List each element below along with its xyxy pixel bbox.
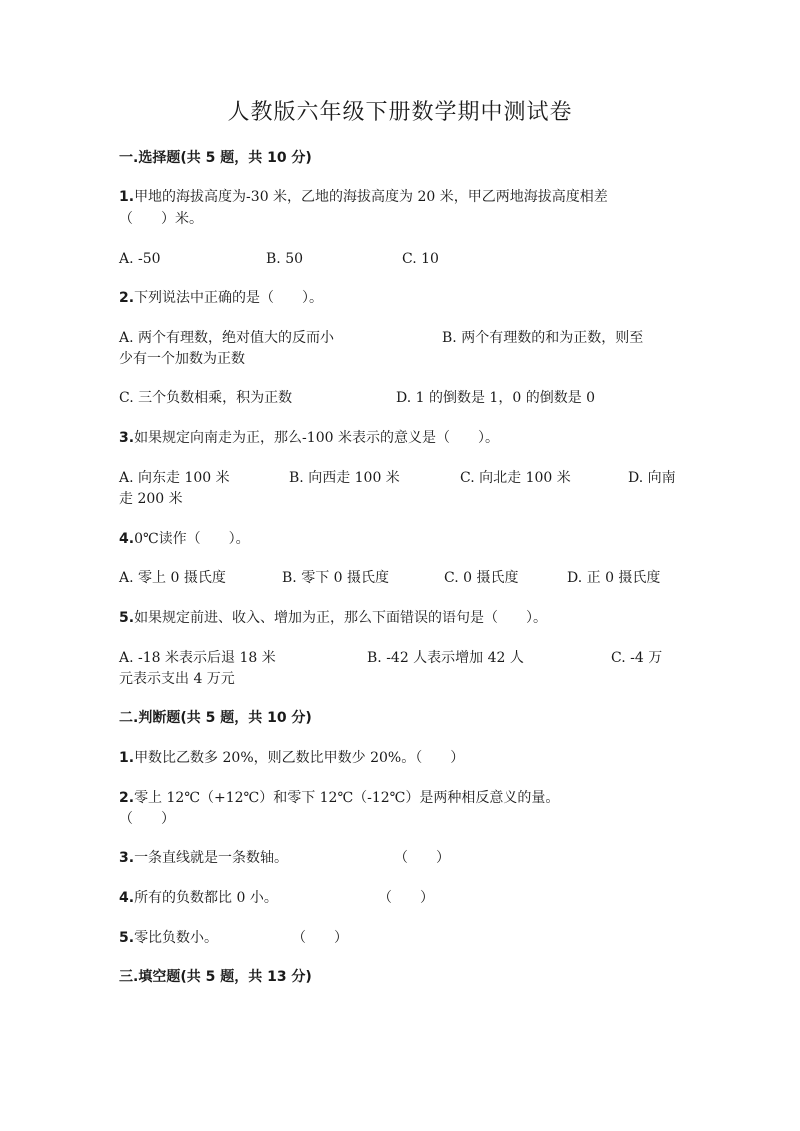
option-a: A. 向东走 100 米: [119, 470, 230, 486]
question-text: 零比负数小。: [134, 930, 219, 946]
question-text: 一条直线就是一条数轴。: [134, 850, 289, 866]
option-c: C. -4 万: [611, 650, 663, 666]
question-2: [119, 287, 323, 309]
question-text: 下列说法中正确的是（ ）。: [134, 290, 324, 306]
question-text: 如果规定前进、收入、增加为正，那么下面错误的语句是（ ）。: [134, 610, 548, 626]
option-d: D. 1 的倒数是 1，0 的倒数是 0: [396, 390, 596, 406]
question-number: 4.: [119, 531, 135, 547]
question-1: [119, 747, 464, 769]
section-heading-fill: 三.填空题(共 5 题，共 13 分): [119, 969, 312, 985]
question-2-blank: （ ）: [119, 811, 175, 827]
option-c-cont: 元表示支出 4 万元: [119, 671, 235, 687]
question-4: [119, 528, 250, 550]
question-3: [119, 427, 499, 449]
option-a: A. 两个有理数，绝对值大的反而小: [119, 330, 335, 346]
question-1: [119, 186, 608, 208]
option-b: B. 两个有理数的和为正数，则至: [442, 330, 644, 346]
question-number: 2.: [119, 290, 135, 306]
answer-blank: （ ）: [378, 890, 434, 906]
section-heading-judge: 二.判断题(共 5 题，共 10 分): [119, 710, 312, 726]
question-number: 4.: [119, 890, 135, 906]
question-number: 5.: [119, 610, 135, 626]
question-3: [119, 847, 288, 869]
question-text: 甲数比乙数多 20%，则乙数比甲数少 20%。（ ）: [134, 750, 465, 766]
option-d: D. 正 0 摄氏度: [567, 570, 661, 586]
question-text: 所有的负数都比 0 小。: [134, 890, 278, 906]
option-c: C. 向北走 100 米: [460, 470, 571, 486]
question-number: 2.: [119, 790, 135, 806]
question-number: 1.: [119, 189, 135, 205]
page-title: 人教版六年级下册数学期中测试卷: [227, 100, 573, 125]
option-b: B. 向西走 100 米: [289, 470, 400, 486]
question-number: 3.: [119, 430, 135, 446]
question-number: 3.: [119, 850, 135, 866]
option-b: B. -42 人表示增加 42 人: [367, 650, 524, 666]
question-text: 甲地的海拔高度为-30 米，乙地的海拔高度为 20 米，甲乙两地海拔高度相差: [134, 189, 608, 205]
question-4: [119, 887, 278, 909]
question-number: 1.: [119, 750, 135, 766]
option-d-cont: 走 200 米: [119, 491, 183, 507]
option-a: A. 零上 0 摄氏度: [119, 570, 226, 586]
option-a: A. -50: [119, 251, 161, 267]
question-1-cont: （ ）米。: [119, 211, 203, 227]
option-c: C. 10: [402, 251, 439, 267]
question-5: [119, 927, 218, 949]
question-number: 5.: [119, 930, 135, 946]
option-c: C. 三个负数相乘，积为正数: [119, 390, 293, 406]
question-text: 如果规定向南走为正，那么-100 米表示的意义是（ ）。: [134, 430, 499, 446]
question-text: 0℃读作（ ）。: [134, 531, 250, 547]
answer-blank: （ ）: [292, 930, 348, 946]
section-heading-choice: 一.选择题(共 5 题，共 10 分): [119, 150, 312, 166]
option-d: D. 向南: [628, 470, 676, 486]
option-b: B. 零下 0 摄氏度: [282, 570, 389, 586]
option-c: C. 0 摄氏度: [444, 570, 519, 586]
option-b-cont: 少有一个加数为正数: [119, 351, 245, 367]
answer-blank: （ ）: [394, 850, 450, 866]
question-5: [119, 607, 547, 629]
option-b: B. 50: [266, 251, 304, 267]
question-2: [119, 787, 559, 809]
question-text: 零上 12℃（+12℃）和零下 12℃（-12℃）是两种相反意义的量。: [134, 790, 560, 806]
option-a: A. -18 米表示后退 18 米: [119, 650, 276, 666]
